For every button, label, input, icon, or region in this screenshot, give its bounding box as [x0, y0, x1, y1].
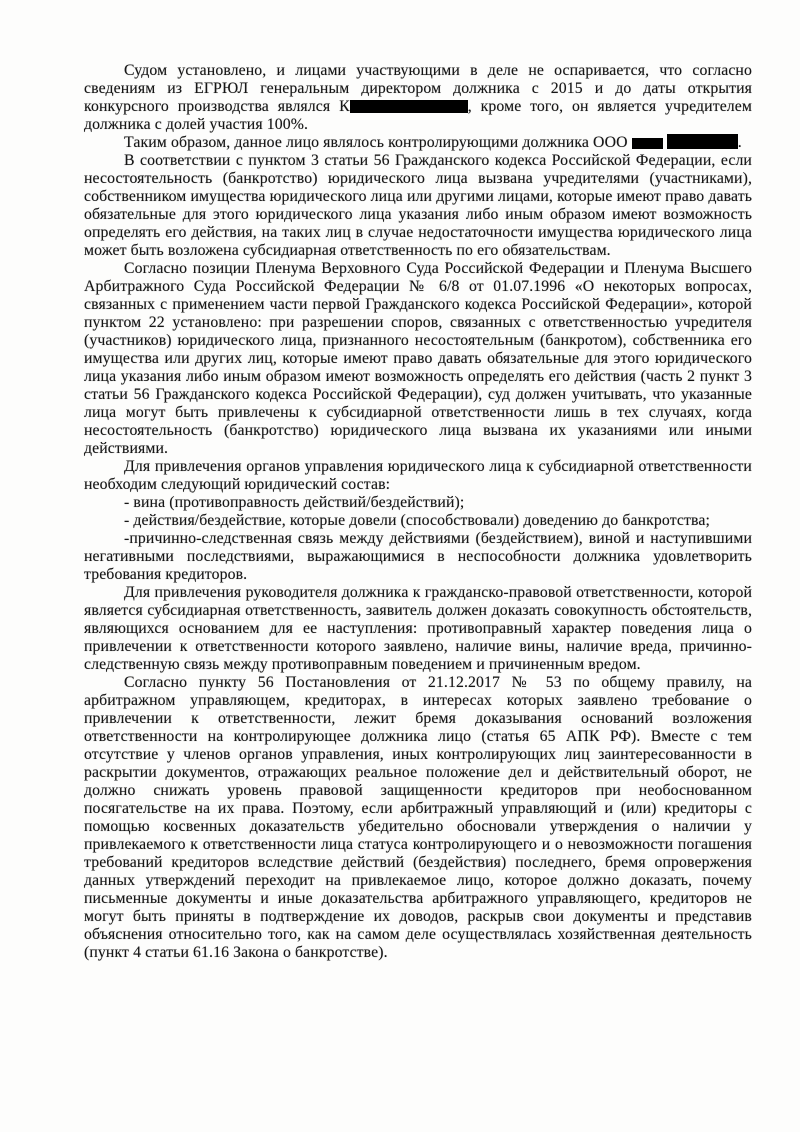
list-item-prichinno-sledstvennaya: -причинно-следственная связь между действиями (бездействием), виной и наступившими негативными последствиями, выражающимися в неспособности должника удовлетворить требования кредиторов.: [84, 530, 752, 583]
paragraph-resolution-53-point-56: Согласно пункту 56 Постановления от 21.12.2017 № 53 по общему правилу, на арбитражном управляющем, кредиторах, в интересах которых заявлено требование о привлечении к ответственности, лежит бремя доказывания оснований возложения ответственности на контролирующее должника лицо (статья 65 АПК РФ). Вместе с тем отсутствие у членов органов управления, иных контролирующих лиц заинтересованности в раскрытии документов, отражающих реальное положение дел и действительный оборот, не должно снижать уровень правовой защищенности кредиторов при необоснованном посягательстве на их права. Поэтому, если арбитражный управляющий и (или) кредиторы с помощью косвенных доказательств убедительно обосновали утверждения о наличии у привлекаемого к ответственности лица статуса контролирующего и о невозможности погашения требований кредиторов вследствие действий (бездействия) последнего, бремя опровержения данных утверждений переходит на привлекаемое лицо, которое должно доказать, почему письменные документы и иные доказательства арбитражного управляющего, кредиторов не могут быть приняты в подтверждение их доводов, раскрыв свои документы и представив объяснения относительно того, как на самом деле осуществлялась хозяйственная деятельность (пункт 4 статьи 61.16 Закона о банкротстве).: [84, 674, 752, 961]
redaction-bar: [350, 100, 468, 113]
paragraph-plenum-position: Согласно позиции Пленума Верховного Суда Российской Федерации и Пленума Высшего Арбитражного Суда Российской Федерации № 6/8 от 01.07.1996 «О некоторых вопросах, связанных с применением части первой Гражданского кодекса Российской Федерации», которой пунктом 22 установлено: при разрешении споров, связанных с ответственностью учредителя (участников) юридического лица, признанного несостоятельным (банкротом), собственника его имущества или других лиц, которые имеют право давать обязательные для этого юридического лица указания либо иным образом имеют возможность определять его действия (часть 2 пункт 3 статьи 56 Гражданского кодекса Российской Федерации), суд должен учитывать, что указанные лица могут быть привлечены к субсидиарной ответственности лишь в тех случаях, когда несостоятельность (банкротство) юридического лица вызвана их указаниями или иными действиями.: [84, 260, 752, 457]
paragraph-director-finding: Судом установлено, и лицами участвующими в деле не оспаривается, что согласно сведениям из ЕГРЮЛ генеральным директором должника с 2015 и до даты открытия конкурсного производства являлся К , кроме того, он является учредителем должника с долей участия 100%.: [84, 62, 752, 133]
redacted-name-group: .: [667, 134, 742, 151]
paragraph-legal-composition-intro: Для привлечения органов управления юридического лица к субсидиарной ответственности необходим следующий юридический состав:: [84, 458, 752, 493]
redaction-bar: [632, 138, 663, 149]
redacted-name-group: К ,: [339, 98, 472, 115]
list-item-vina: - вина (противоправность действий/бездействий);: [124, 494, 465, 511]
list-item-deystviya: - действия/бездействие, которые довели (способствовали) доведению до банкротства;: [124, 512, 710, 529]
paragraph-civil-liability-proof: Для привлечения руководителя должника к гражданско-правовой ответственности, которой является субсидиарная ответственность, заявитель должен доказать совокупность обстоятельств, являющихся основанием для ее наступления: противоправный характер поведения лица о привлечении к ответственности которого заявлено, наличие вины, наличие вреда, причинно-следственную связь между противоправным поведением и причиненным вредом.: [84, 584, 752, 673]
paragraph-controlling-person: Таким образом, данное лицо являлось контролирующими должника ООО .: [124, 134, 742, 151]
redaction-bar: [667, 134, 738, 149]
document-body: [84, 62, 752, 962]
paragraph-gk-rf-article-56: В соответствии с пунктом 3 статьи 56 Гражданского кодекса Российской Федерации, если несостоятельность (банкротство) юридического лица вызвана учредителями (участниками), собственником имущества юридического лица или другими лицами, которые имеют право давать обязательные для этого юридического лица указания либо иным образом имеют возможность определять его действия, на таких лиц в случае недостаточности имущества юридического лица может быть возложена субсидиарная ответственность по его обязательствам.: [84, 152, 752, 259]
